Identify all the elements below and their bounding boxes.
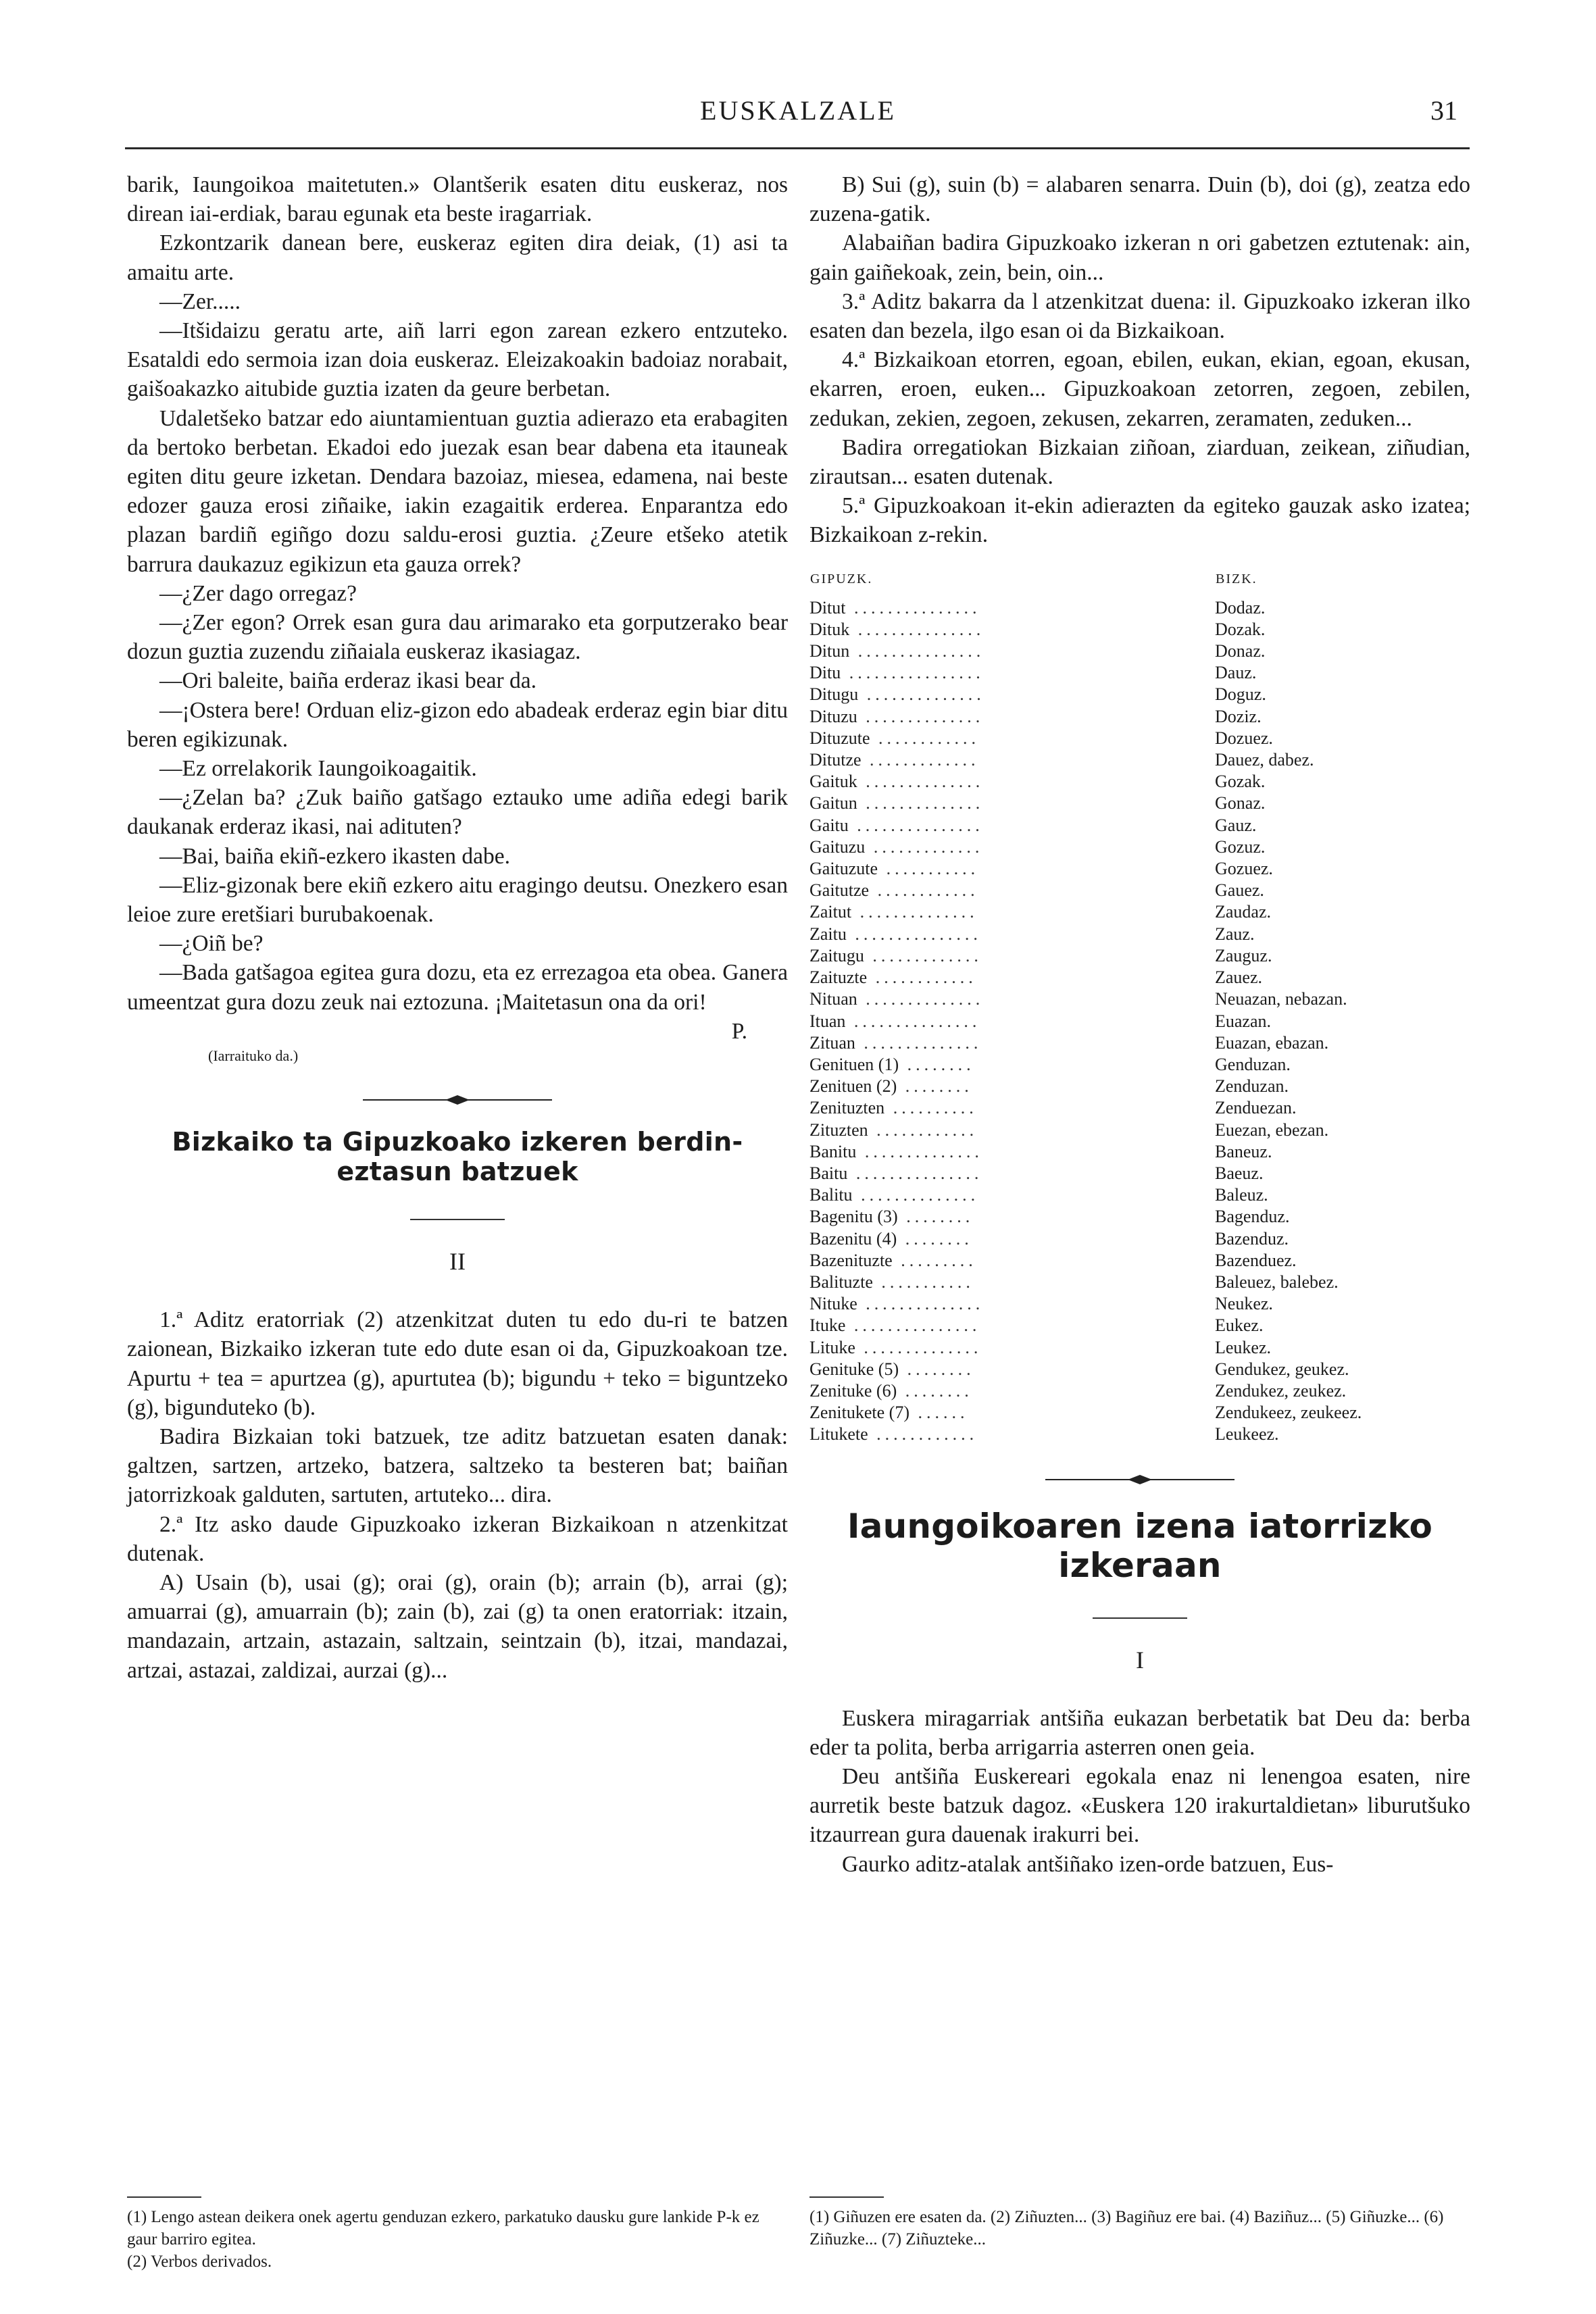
paragraph: —Ez orrelakorik Iaungoikoagaitik. <box>159 756 477 782</box>
table-row <box>809 597 1470 619</box>
gipuzkoa-form-text: Ituan <box>809 1011 846 1031</box>
leader-dots: ........... <box>872 1272 974 1292</box>
gipuzkoa-form-text: Bazenituzte <box>809 1250 893 1270</box>
leader-dots: ................ <box>841 663 984 683</box>
bizkaia-form: Neukez. <box>1215 1294 1273 1314</box>
gipuzkoa-form-text: Zaituzte <box>809 967 868 988</box>
bizkaia-form: Donaz. <box>1215 641 1266 661</box>
leader-dots: ........... <box>878 859 980 879</box>
table-row <box>809 1054 1470 1076</box>
leader-dots: .............. <box>852 1185 980 1205</box>
gipuzkoa-form <box>809 836 1215 858</box>
table-row <box>809 1380 1470 1402</box>
table-row <box>809 1011 1470 1032</box>
leader-dots: ............ <box>867 967 977 988</box>
leader-dots: ........ <box>899 1054 975 1074</box>
table-row <box>809 1120 1470 1141</box>
bizkaia-form: Zendukez, zeukez. <box>1215 1380 1347 1401</box>
gipuzkoa-form-text: Baitu <box>809 1163 848 1183</box>
gipuzkoa-form <box>809 1250 1215 1272</box>
table-row <box>809 1097 1470 1119</box>
gipuzkoa-form-text: Zenituen (2) <box>809 1076 897 1097</box>
bizkaia-form: Dauez, dabez. <box>1215 750 1314 770</box>
bizkaia-form: Gauz. <box>1215 815 1257 835</box>
leader-dots: ............... <box>849 619 985 639</box>
bizkaia-form: Leukeez. <box>1215 1424 1279 1444</box>
table-row <box>809 1402 1470 1424</box>
gipuzkoa-form-text: Zenitukete (7) <box>809 1403 909 1423</box>
paragraph: —Zer..... <box>159 288 241 314</box>
leader-dots: .............. <box>857 706 984 726</box>
gipuzkoa-form-text: Zenituke (6) <box>809 1380 897 1401</box>
table-row <box>809 901 1470 923</box>
gipuzkoa-form-text: Gaitun <box>809 793 857 813</box>
gipuzkoa-form-text: Lituke <box>809 1337 855 1357</box>
leader-dots: ............ <box>868 1120 978 1140</box>
gipuzkoa-form-text: Zaitut <box>809 902 852 922</box>
paragraph: Badira orregatiokan Bizkaian ziñoan, ziarduan, zeikean, ziñudian, zirautsan... esaten dutenak. <box>809 434 1470 490</box>
article-title: Iaungoikoaren izena iatorrizko izkeraan <box>847 1506 1433 1585</box>
gipuzkoa-form <box>809 1402 1215 1424</box>
table-row <box>809 1184 1470 1206</box>
gipuzkoa-form-text: Bagenitu (3) <box>809 1207 898 1227</box>
gipuzkoa-form <box>809 771 1215 793</box>
table-row <box>809 1272 1470 1293</box>
left-column <box>127 170 788 1685</box>
table-row <box>809 640 1470 662</box>
leader-dots: ............... <box>846 924 982 944</box>
gipuzkoa-form <box>809 1011 1215 1032</box>
bizkaia-form: Gauez. <box>1215 880 1264 901</box>
gipuzkoa-form-text: Litukete <box>809 1424 868 1444</box>
leader-dots: ............... <box>847 1163 983 1183</box>
gipuzkoa-form <box>809 858 1215 880</box>
gipuzkoa-form <box>809 706 1215 728</box>
gipuzkoa-form <box>809 1054 1215 1076</box>
table-row <box>809 1163 1470 1184</box>
table-row <box>809 728 1470 749</box>
paragraph: 3.ª Aditz bakarra da l atzenkitzat duena: il. Gipuzkoako izkeran ilko esaten dan bezela, ilgo esan oi da Bizkaikoan. <box>809 288 1470 344</box>
bizkaia-form: Zaudaz. <box>1215 902 1272 922</box>
table-row <box>809 945 1470 967</box>
bizkaia-form: Zenduezan. <box>1215 1098 1297 1118</box>
leader-dots: .............. <box>857 989 984 1009</box>
bizkaia-form: Dodaz. <box>1215 597 1266 618</box>
gipuzkoa-form-text: Nituan <box>809 989 857 1009</box>
table-row <box>809 771 1470 793</box>
verb-comparison-table <box>809 562 1470 1446</box>
paragraph: 4.ª Bizkaikoan etorren, egoan, ebilen, eukan, ekian, egoan, ekusan, ekarren, eroen, euken... Gipuzkoakoan zetorren, zegoen, zebilen, zedukan, zekien, zegoen, zekusen, zekarren, zeramaten, zeduken... <box>809 347 1470 431</box>
table-row <box>809 924 1470 945</box>
paragraph: —¿Zelan ba? ¿Zuk baiño gatšago eztauko ume adiña edegi barik daukanak erderaz ikasi, nai adituten? <box>127 785 788 840</box>
gipuzkoa-form <box>809 684 1215 705</box>
table-row <box>809 1337 1470 1359</box>
gipuzkoa-form-text: Gaituk <box>809 772 857 792</box>
bizkaia-form: Bazenduez. <box>1215 1250 1297 1270</box>
paragraph: —¿Zer dago orregaz? <box>159 580 357 606</box>
gipuzkoa-form-text: Dituzu <box>809 706 857 726</box>
table-row <box>809 815 1470 836</box>
paragraph: Ezkontzarik danean bere, euskeraz egiten dira deiak, (1) asi ta amaitu arte. <box>127 230 788 285</box>
gipuzkoa-form <box>809 1097 1215 1119</box>
paragraph: —Bada gatšagoa egitea gura dozu, eta ez errezagoa eta obea. Ganera umeentzat gura dozu zeuk nai eztozuna. ¡Maitetasun ona da ori! <box>127 960 788 1015</box>
paragraph: Gaurko aditz-atalak antšiñako izen-orde batzuen, Eus- <box>842 1851 1334 1877</box>
gipuzkoa-form <box>809 901 1215 923</box>
paragraph: B) Sui (g), suin (b) = alabaren senarra. Duin (b), doi (g), zeatza edo zuzena-gatik. <box>809 172 1470 227</box>
leader-dots: ............... <box>845 1011 981 1031</box>
paragraph: Alabaiñan badira Gipuzkoako izkeran n ori gabetzen eztutenak: ain, gain gaiñekoak, zein, bein, oin... <box>809 230 1470 285</box>
ornament-divider-icon <box>1045 1473 1235 1486</box>
leader-dots: .............. <box>855 1337 982 1357</box>
leader-dots: .............. <box>857 1294 984 1314</box>
gipuzkoa-form-text: Balituzte <box>809 1272 873 1292</box>
bizkaia-form: Dozuez. <box>1215 728 1273 748</box>
table-row <box>809 662 1470 684</box>
table-row <box>809 880 1470 901</box>
gipuzkoa-form <box>809 749 1215 771</box>
gipuzkoa-form <box>809 1163 1215 1184</box>
leader-dots: .............. <box>856 1141 983 1161</box>
leader-dots: ........ <box>897 1228 973 1249</box>
gipuzkoa-form <box>809 640 1215 662</box>
leader-dots: ............... <box>849 641 985 661</box>
gipuzkoa-form-text: Gaitu <box>809 815 849 835</box>
gipuzkoa-form <box>809 1228 1215 1250</box>
gipuzkoa-form-text: Ditu <box>809 663 841 683</box>
paragraph: —Ori baleite, baiña erderaz ikasi bear da. <box>159 668 537 694</box>
leader-dots: ............. <box>861 750 980 770</box>
bizkaia-form: Zendukeez, zeukeez. <box>1215 1403 1362 1423</box>
gipuzkoa-form <box>809 1359 1215 1380</box>
table-row <box>809 793 1470 814</box>
paragraph: —Itšidaizu geratu arte, aiñ larri egon zarean ezkero entzuteko. Esataldi edo sermoia izan doia euskeraz. Eleizakoakin badoiaz norabait, gaišoakazko aitubide guztia izaten da geure berbetan. <box>127 318 788 402</box>
paragraph: Badira Bizkaian toki batzuek, tze aditz batzuetan esaten danak: galtzen, sartzen, artzeko, batzera, saltzeko ta besteren bat; baiñan jatorrizkoak galduten, sartuten, artuteko... dira. <box>127 1424 788 1508</box>
paragraph: A) Usain (b), usai (g); orai (g), orain (b); arrain (b), arrai (g); amuarrai (g), amuarrain (b); zain (b), zai (g) ta onen eratorriak: itzain, mandazain, artzain, astazain, saltzain, seintzain (b), itzai, mandazai, artzai, astazai, zaldizai, aurzai (g)... <box>127 1569 788 1683</box>
header-rule <box>125 147 1470 149</box>
table-row <box>809 967 1470 988</box>
gipuzkoa-form-text: Bazenitu (4) <box>809 1228 897 1249</box>
paragraph: —Eliz-gizonak bere ekiñ ezkero aitu eragingo deutsu. Onezkero esan leioe zure eretšiari burubakoenak. <box>127 872 788 928</box>
gipuzkoa-form-text: Dituk <box>809 619 850 639</box>
leader-dots: ............. <box>865 836 984 857</box>
bizkaia-form: Bagenduz. <box>1215 1207 1290 1227</box>
gipuzkoa-form <box>809 924 1215 945</box>
paragraph: 1.ª Aditz eratorriak (2) atzenkitzat duten tu edo du-ri te batzen zaionean, Bizkaiko izkeran tute edo dute esan oi da, Gipuzkoakoan tze. Apurtu + tea = apurtzea (g), apurtutea (b); bigundu + teko = biguntzeko (g), bigunduteko (b). <box>127 1307 788 1420</box>
bizkaia-form: Gonaz. <box>1215 793 1266 813</box>
paragraph: barik, Iaungoikoa maitetuten.» Olantšerik esaten ditu euskeraz, nos direan iai-erdiak, barau egunak eta beste iragarriak. <box>127 172 788 227</box>
gipuzkoa-form <box>809 880 1215 901</box>
paragraph: 2.ª Itz asko daude Gipuzkoako izkeran Bizkaikoan n atzenkitzat dutenak. <box>127 1511 788 1566</box>
paragraph: —Bai, baiña ekiñ-ezkero ikasten dabe. <box>159 843 511 869</box>
gipuzkoa-form-text: Ditun <box>809 641 850 661</box>
table-row <box>809 1424 1470 1445</box>
gipuzkoa-form <box>809 815 1215 836</box>
gipuzkoa-form-text: Zituzten <box>809 1120 868 1140</box>
bizkaia-form: Dauz. <box>1215 663 1257 683</box>
gipuzkoa-form <box>809 1141 1215 1163</box>
gipuzkoa-form <box>809 1337 1215 1359</box>
column-header-bizkaia: BIZK. <box>1216 572 1257 587</box>
footnote: (2) Verbos derivados. <box>127 2253 272 2271</box>
gipuzkoa-form <box>809 945 1215 967</box>
signature: P. <box>731 1018 747 1044</box>
leader-dots: ............ <box>870 728 980 748</box>
gipuzkoa-form-text: Ditutze <box>809 750 862 770</box>
gipuzkoa-form <box>809 1206 1215 1228</box>
gipuzkoa-form-text: Gaituzu <box>809 836 866 857</box>
title-rule <box>1093 1617 1187 1619</box>
bizkaia-form: Doziz. <box>1215 706 1262 726</box>
gipuzkoa-form-text: Balitu <box>809 1185 853 1205</box>
gipuzkoa-form <box>809 1032 1215 1054</box>
leader-dots: ........ <box>899 1359 975 1379</box>
gipuzkoa-form <box>809 1272 1215 1293</box>
article-part: I <box>1136 1646 1144 1674</box>
leader-dots: .............. <box>858 684 985 705</box>
gipuzkoa-form-text: Zaitugu <box>809 945 864 965</box>
footnote: (1) Giñuzen ere esaten da. (2) Ziñuzten... (3) Bagiñuz ere bai. (4) Baziñuz... (5) Giñuzke... (6) Ziñuzke... (7) Ziñuzteke... <box>809 2208 1444 2248</box>
leader-dots: ............... <box>845 1315 981 1336</box>
right-column <box>809 170 1470 1879</box>
bizkaia-form: Gozuz. <box>1215 836 1266 857</box>
bizkaia-form: Neuazan, nebazan. <box>1215 989 1347 1009</box>
leader-dots: .............. <box>857 793 984 813</box>
leader-dots: ......... <box>892 1250 977 1270</box>
bizkaia-form: Eukez. <box>1215 1315 1264 1336</box>
table-row <box>809 1315 1470 1336</box>
bizkaia-form: Zauz. <box>1215 924 1255 944</box>
gipuzkoa-form-text: Genituke (5) <box>809 1359 899 1379</box>
bizkaia-form: Euezan, ebezan. <box>1215 1120 1329 1140</box>
leader-dots: .......... <box>884 1098 978 1118</box>
gipuzkoa-form <box>809 1184 1215 1206</box>
article-part: II <box>449 1248 466 1276</box>
leader-dots: ............... <box>848 815 984 835</box>
table-row <box>809 684 1470 705</box>
running-head: EUSKALZALE <box>700 95 896 126</box>
leader-dots: .............. <box>855 1032 982 1053</box>
table-row <box>809 1206 1470 1228</box>
table-row <box>809 706 1470 728</box>
bizkaia-form: Euazan, ebazan. <box>1215 1032 1329 1053</box>
bizkaia-form: Leukez. <box>1215 1337 1272 1357</box>
right-footnotes <box>809 2184 1470 2250</box>
bizkaia-form: Baeuz. <box>1215 1163 1264 1183</box>
footnote-rule <box>809 2194 884 2200</box>
gipuzkoa-form-text: Zituan <box>809 1032 855 1053</box>
leader-dots: ............. <box>864 945 982 965</box>
gipuzkoa-form <box>809 1315 1215 1336</box>
gipuzkoa-form <box>809 728 1215 749</box>
table-row <box>809 1250 1470 1272</box>
gipuzkoa-form <box>809 1424 1215 1445</box>
column-header-gipuzkoa: GIPUZK. <box>810 572 873 587</box>
footnote: (1) Lengo astean deikera onek agertu genduzan ezkero, parkatuko dausku gure lankide P-k ez gaur barriro egitea. <box>127 2208 759 2248</box>
table-row <box>809 1032 1470 1054</box>
leader-dots: ............ <box>868 1424 978 1444</box>
table-row <box>809 836 1470 858</box>
gipuzkoa-form <box>809 597 1215 619</box>
gipuzkoa-form-text: Nituke <box>809 1294 857 1314</box>
table-row <box>809 1359 1470 1380</box>
table-row <box>809 749 1470 771</box>
page-number: 31 <box>1430 95 1457 126</box>
gipuzkoa-form <box>809 619 1215 640</box>
bizkaia-form: Gendukez, geukez. <box>1215 1359 1349 1379</box>
gipuzkoa-form <box>809 1293 1215 1315</box>
gipuzkoa-form-text: Ditugu <box>809 684 859 705</box>
leader-dots: ...... <box>909 1403 969 1423</box>
leader-dots: ........ <box>897 1380 973 1401</box>
paragraph: —¡Ostera bere! Orduan eliz-gizon edo abadeak erderaz egin biar ditu beren egikizunak. <box>127 697 788 752</box>
leader-dots: .............. <box>851 902 978 922</box>
bizkaia-form: Gozak. <box>1215 772 1266 792</box>
gipuzkoa-form <box>809 793 1215 814</box>
gipuzkoa-form-text: Dituzute <box>809 728 870 748</box>
table-row <box>809 619 1470 640</box>
gipuzkoa-form <box>809 967 1215 988</box>
leader-dots: ............ <box>869 880 979 901</box>
gipuzkoa-form-text: Gaituzute <box>809 859 878 879</box>
gipuzkoa-form-text: Ditut <box>809 597 846 618</box>
paragraph: 5.ª Gipuzkoakoan it-ekin adierazten da egiteko gauzak asko izatea; Bizkaikoan z-rekin. <box>809 493 1470 548</box>
bizkaia-form: Genduzan. <box>1215 1054 1291 1074</box>
leader-dots: .............. <box>857 772 984 792</box>
continuation-note: (Iarraituko da.) <box>208 1047 299 1065</box>
paragraph: Euskera miragarriak antšiña eukazan berbetatik bat Deu da: berba eder ta polita, berba arrigarria asterren onen geia. <box>809 1705 1470 1760</box>
bizkaia-form: Baneuz. <box>1215 1141 1272 1161</box>
leader-dots: ........ <box>897 1076 973 1097</box>
bizkaia-form: Doguz. <box>1215 684 1266 705</box>
leader-dots: ............... <box>845 597 981 618</box>
gipuzkoa-form-text: Genituen (1) <box>809 1054 899 1074</box>
gipuzkoa-form-text: Zaitu <box>809 924 847 944</box>
table-row <box>809 858 1470 880</box>
gipuzkoa-form <box>809 1380 1215 1402</box>
gipuzkoa-form-text: Gaitutze <box>809 880 870 901</box>
table-row <box>809 1228 1470 1250</box>
bizkaia-form: Zauguz. <box>1215 945 1272 965</box>
gipuzkoa-form-text: Zenituzten <box>809 1098 885 1118</box>
footnote-rule <box>127 2194 201 2200</box>
article-title: Bizkaiko ta Gipuzkoako izkeren berdin-eztasun batzuek <box>172 1127 743 1187</box>
title-rule <box>410 1219 505 1220</box>
paragraph: Deu antšiña Euskereari egokala enaz ni lenengoa esaten, nire aurretik beste batzuk dagoz. «Euskera 120 irakurtaldietan» liburutšuko itzaurrean gura dauenak irakurri bei. <box>809 1763 1470 1848</box>
bizkaia-form: Gozuez. <box>1215 859 1273 879</box>
bizkaia-form: Euazan. <box>1215 1011 1272 1031</box>
bizkaia-form: Baleuz. <box>1215 1185 1268 1205</box>
table-row <box>809 1293 1470 1315</box>
bizkaia-form: Dozak. <box>1215 619 1266 639</box>
bizkaia-form: Zenduzan. <box>1215 1076 1289 1097</box>
gipuzkoa-form <box>809 1076 1215 1097</box>
gipuzkoa-form-text: Banitu <box>809 1141 857 1161</box>
leader-dots: ........ <box>897 1207 974 1227</box>
gipuzkoa-form <box>809 988 1215 1010</box>
paragraph: Udaletšeko batzar edo aiuntamientuan guztia adierazo eta erabagiten da bertoko berbetan. Ekadoi edo juezak esan bear dabena eta itauneak egiten ditu geure izketan. Dendara bazoiaz, miesea, edamena, nai beste edozer gauza erosi ziñaike, iakin ezagaitik erderea. Enparantza edo plazan bardiñ egiñgo dozu saldu-erosi guztia. ¿Zeure etšeko atetik barrura daukazuz egikizun eta gauza orrek? <box>127 405 788 577</box>
gipuzkoa-form <box>809 1120 1215 1141</box>
table-row <box>809 1141 1470 1163</box>
table-row <box>809 1076 1470 1097</box>
left-footnotes <box>127 2184 788 2273</box>
gipuzkoa-form-text: Ituke <box>809 1315 846 1336</box>
table-row <box>809 988 1470 1010</box>
bizkaia-form: Bazenduz. <box>1215 1228 1289 1249</box>
bizkaia-form: Zauez. <box>1215 967 1263 988</box>
paragraph: —¿Zer egon? Orrek esan gura dau arimarako eta gorputzerako bear dozun guztia zuzendu ziñaiala euskeraz ikasiagaz. <box>127 610 788 665</box>
bizkaia-form: Baleuez, balebez. <box>1215 1272 1339 1292</box>
table-header-row <box>809 562 1470 597</box>
gipuzkoa-form <box>809 662 1215 684</box>
paragraph: —¿Oiñ be? <box>159 931 264 957</box>
ornament-divider-icon <box>363 1093 552 1107</box>
